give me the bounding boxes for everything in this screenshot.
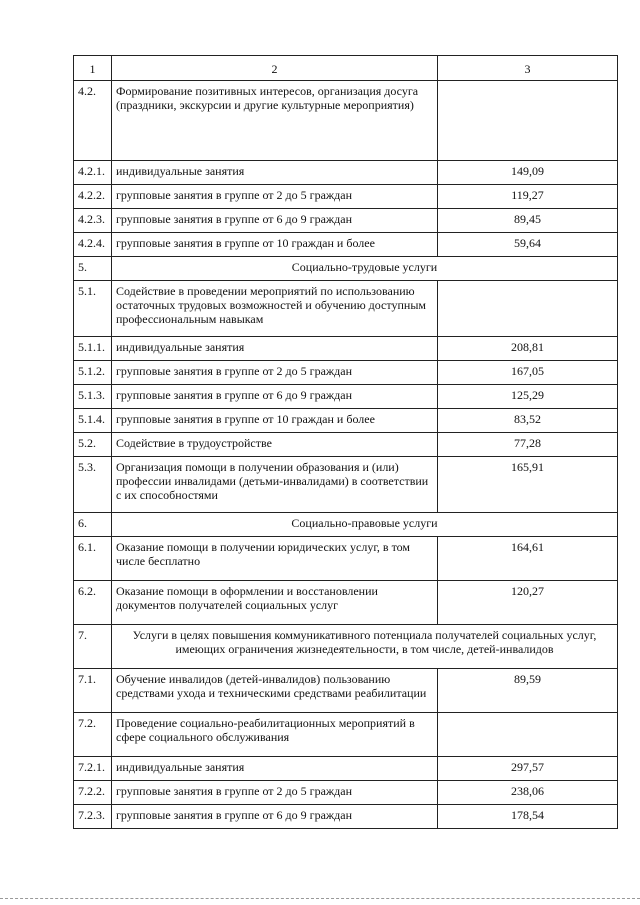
table-row — [74, 81, 618, 161]
service-description: групповые занятия в группе от 2 до 5 граждан — [112, 781, 438, 805]
service-price: 178,54 — [438, 805, 618, 829]
table-row — [74, 209, 618, 233]
header-col-1: 1 — [74, 56, 112, 81]
service-description: Содействие в трудоустройстве — [112, 433, 438, 457]
row-number: 6.1. — [74, 537, 112, 581]
row-number: 5.1.2. — [74, 361, 112, 385]
service-price: 119,27 — [438, 185, 618, 209]
row-number: 5.2. — [74, 433, 112, 457]
row-number: 7.1. — [74, 669, 112, 713]
service-price: 165,91 — [438, 457, 618, 513]
table-row — [74, 457, 618, 513]
row-number: 7. — [74, 625, 112, 669]
table-row — [74, 337, 618, 361]
service-description: индивидуальные занятия — [112, 757, 438, 781]
row-number: 4.2.4. — [74, 233, 112, 257]
row-number: 4.2. — [74, 81, 112, 161]
service-price: 297,57 — [438, 757, 618, 781]
table-row — [74, 625, 618, 669]
service-price: 89,45 — [438, 209, 618, 233]
row-number: 4.2.2. — [74, 185, 112, 209]
service-price: 238,06 — [438, 781, 618, 805]
service-description: групповые занятия в группе от 2 до 5 граждан — [112, 361, 438, 385]
service-description: групповые занятия в группе от 6 до 9 граждан — [112, 385, 438, 409]
service-description: групповые занятия в группе от 2 до 5 граждан — [112, 185, 438, 209]
row-number: 5.1.3. — [74, 385, 112, 409]
service-price — [438, 281, 618, 337]
row-number: 5. — [74, 257, 112, 281]
service-price: 149,09 — [438, 161, 618, 185]
table-row — [74, 185, 618, 209]
service-price: 77,28 — [438, 433, 618, 457]
table-row — [74, 713, 618, 757]
row-number: 7.2. — [74, 713, 112, 757]
scan-bottom-edge — [0, 898, 640, 900]
table-row — [74, 757, 618, 781]
row-number: 4.2.3. — [74, 209, 112, 233]
row-number: 5.1.4. — [74, 409, 112, 433]
section-heading: Социально-трудовые услуги — [112, 257, 618, 281]
table-row — [74, 781, 618, 805]
table-row — [74, 513, 618, 537]
table-row — [74, 361, 618, 385]
row-number: 4.2.1. — [74, 161, 112, 185]
header-col-2: 2 — [112, 56, 438, 81]
tariff-table — [73, 55, 618, 829]
service-description: индивидуальные занятия — [112, 161, 438, 185]
tariff-table-body — [74, 56, 618, 829]
service-description: индивидуальные занятия — [112, 337, 438, 361]
section-heading: Социально-правовые услуги — [112, 513, 618, 537]
service-description: Организация помощи в получении образования и (или) профессии инвалидами (детьми-инвалидами) в соответствии с их способностями — [112, 457, 438, 513]
service-description: Содействие в проведении мероприятий по использованию остаточных трудовых возможностей и обучению доступным профессиональным навыкам — [112, 281, 438, 337]
service-price — [438, 713, 618, 757]
row-number: 5.1. — [74, 281, 112, 337]
service-price: 120,27 — [438, 581, 618, 625]
service-price: 83,52 — [438, 409, 618, 433]
table-row — [74, 581, 618, 625]
service-description: Оказание помощи в оформлении и восстановлении документов получателей социальных услуг — [112, 581, 438, 625]
service-price: 125,29 — [438, 385, 618, 409]
service-price: 89,59 — [438, 669, 618, 713]
service-price — [438, 81, 618, 161]
table-row — [74, 233, 618, 257]
row-number: 5.3. — [74, 457, 112, 513]
service-description: Обучение инвалидов (детей-инвалидов) пользованию средствами ухода и техническими средствами реабилитации — [112, 669, 438, 713]
table-row — [74, 669, 618, 713]
table-row — [74, 257, 618, 281]
service-price: 59,64 — [438, 233, 618, 257]
service-description: Формирование позитивных интересов, организация досуга (праздники, экскурсии и другие культурные мероприятия) — [112, 81, 438, 161]
table-row — [74, 409, 618, 433]
row-number: 5.1.1. — [74, 337, 112, 361]
header-col-3: 3 — [438, 56, 618, 81]
row-number: 6. — [74, 513, 112, 537]
table-row — [74, 161, 618, 185]
table-row — [74, 433, 618, 457]
service-description: Оказание помощи в получении юридических услуг, в том числе бесплатно — [112, 537, 438, 581]
row-number: 6.2. — [74, 581, 112, 625]
service-price: 208,81 — [438, 337, 618, 361]
table-row — [74, 385, 618, 409]
row-number: 7.2.1. — [74, 757, 112, 781]
service-description: групповые занятия в группе от 10 граждан и более — [112, 233, 438, 257]
service-description: Проведение социально-реабилитационных мероприятий в сфере социального обслуживания — [112, 713, 438, 757]
table-row — [74, 805, 618, 829]
row-number: 7.2.2. — [74, 781, 112, 805]
table-header-row — [74, 56, 618, 81]
row-number: 7.2.3. — [74, 805, 112, 829]
service-price: 167,05 — [438, 361, 618, 385]
table-row — [74, 537, 618, 581]
service-description: групповые занятия в группе от 6 до 9 граждан — [112, 209, 438, 233]
service-description: групповые занятия в группе от 10 граждан и более — [112, 409, 438, 433]
section-heading: Услуги в целях повышения коммуникативного потенциала получателей социальных услуг, имеющих ограничения жизнедеятельности, в том числе, детей-инвалидов — [112, 625, 618, 669]
service-description: групповые занятия в группе от 6 до 9 граждан — [112, 805, 438, 829]
table-row — [74, 281, 618, 337]
service-price: 164,61 — [438, 537, 618, 581]
